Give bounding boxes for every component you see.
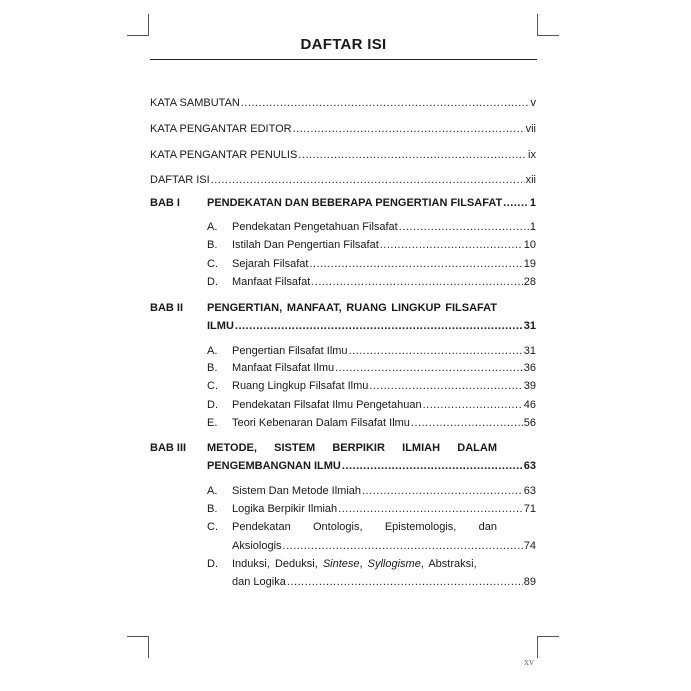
section-entry[interactable] <box>232 258 536 271</box>
section-text: Teori Kebenaran Dalam Filsafat Ilmu <box>232 417 410 429</box>
dot-leader <box>342 460 523 473</box>
section-page: 10 <box>523 239 536 251</box>
chapter-title: PENGEMBANGNAN ILMU <box>207 460 341 472</box>
toc-entry[interactable] <box>150 97 536 110</box>
crop-mark-top-left-vertical <box>148 14 149 36</box>
section-letter: D. <box>207 399 218 411</box>
section-entry[interactable] <box>232 221 536 234</box>
chapter-page: 31 <box>523 320 536 332</box>
chapter-label: BAB III <box>150 442 187 454</box>
section-page: 39 <box>523 380 536 392</box>
dot-leader <box>338 503 523 516</box>
crop-mark-top-right-vertical <box>537 14 538 36</box>
dot-leader <box>241 97 530 110</box>
section-text: Logika Berpikir Ilmiah <box>232 503 338 515</box>
dot-leader <box>349 345 523 358</box>
section-text: Ruang Lingkup Filsafat Ilmu <box>232 380 369 392</box>
section-page: 31 <box>523 345 536 357</box>
dot-leader <box>362 485 523 498</box>
section-letter: C. <box>207 258 218 270</box>
section-letter: E. <box>207 417 218 429</box>
section-text-part: , Abstraksi, <box>420 558 477 570</box>
dot-leader <box>369 380 522 393</box>
toc-entry-page: xii <box>525 174 536 186</box>
section-letter: A. <box>207 345 218 357</box>
section-entry[interactable] <box>232 276 536 289</box>
dot-leader <box>211 174 525 187</box>
section-entry[interactable] <box>232 239 536 252</box>
section-text-line <box>232 558 477 571</box>
chapter-title: ILMU <box>207 320 234 332</box>
section-page: 1 <box>529 221 536 233</box>
section-letter: B. <box>207 503 218 515</box>
section-text: Sistem Dan Metode Ilmiah <box>232 485 361 497</box>
toc-entry[interactable] <box>150 123 536 136</box>
section-text: Aksiologis <box>232 540 282 552</box>
section-text: Manfaat Filsafat Ilmu <box>232 362 335 374</box>
section-entry[interactable] <box>232 485 536 498</box>
chapter-title-entry[interactable] <box>207 197 536 210</box>
toc-entry-page: ix <box>528 149 536 161</box>
toc-entry-page: v <box>530 97 536 109</box>
crop-mark-bottom-left-vertical <box>148 636 149 658</box>
section-page: 74 <box>523 540 536 552</box>
section-text-part: , <box>359 558 368 570</box>
section-letter: B. <box>207 239 218 251</box>
toc-entry-text: KATA PENGANTAR PENULIS <box>150 149 298 161</box>
section-letter: A. <box>207 221 218 233</box>
toc-entry-page: vii <box>525 123 536 135</box>
section-letter: C. <box>207 380 218 392</box>
dot-leader <box>298 149 527 162</box>
toc-entry-text: KATA PENGANTAR EDITOR <box>150 123 292 135</box>
chapter-page: 1 <box>529 197 536 209</box>
dot-leader <box>503 197 529 210</box>
dot-leader <box>380 239 523 252</box>
toc-entry-text: KATA SAMBUTAN <box>150 97 240 109</box>
section-text: Sejarah Filsafat <box>232 258 309 270</box>
section-text-italic: Syllogisme <box>367 558 421 570</box>
chapter-title-entry[interactable] <box>207 320 536 333</box>
dot-leader <box>287 576 523 589</box>
section-page: 46 <box>523 399 536 411</box>
section-entry[interactable] <box>232 417 536 430</box>
section-entry[interactable] <box>232 576 536 589</box>
section-letter: D. <box>207 276 218 288</box>
dot-leader <box>411 417 523 430</box>
section-text-italic: Sintese <box>322 558 360 570</box>
section-text-line: Pendekatan Ontologis, Epistemologis, dan <box>232 521 497 533</box>
section-entry[interactable] <box>232 399 536 412</box>
section-letter: B. <box>207 362 218 374</box>
section-text: Istilah Dan Pengertian Filsafat <box>232 239 379 251</box>
section-entry[interactable] <box>232 380 536 393</box>
chapter-title-entry[interactable] <box>207 460 536 473</box>
dot-leader <box>423 399 523 412</box>
chapter-title-line: METODE, SISTEM BERPIKIR ILMIAH DALAM <box>207 442 497 454</box>
section-page: 28 <box>523 276 536 288</box>
dot-leader <box>235 320 523 333</box>
section-text: dan Logika <box>232 576 286 588</box>
chapter-page: 63 <box>523 460 536 472</box>
section-text-part: Induksi, Deduksi, <box>232 558 323 570</box>
dot-leader <box>311 276 522 289</box>
chapter-label: BAB II <box>150 302 183 314</box>
page-number: xv <box>524 657 534 668</box>
section-page: 56 <box>523 417 536 429</box>
section-text: Pendekatan Pengetahuan Filsafat <box>232 221 398 233</box>
dot-leader <box>293 123 525 136</box>
dot-leader <box>335 362 523 375</box>
crop-mark-bottom-right-vertical <box>537 636 538 658</box>
section-page: 36 <box>523 362 536 374</box>
dot-leader <box>309 258 522 271</box>
page-title: DAFTAR ISI <box>300 36 387 53</box>
crop-mark-bottom-right-horizontal <box>537 636 559 637</box>
section-page: 63 <box>523 485 536 497</box>
title-underline <box>150 59 537 60</box>
crop-mark-bottom-left-horizontal <box>127 636 149 637</box>
section-entry[interactable] <box>232 362 536 375</box>
section-letter: A. <box>207 485 218 497</box>
section-entry[interactable] <box>232 345 536 358</box>
chapter-title-line: PENGERTIAN, MANFAAT, RUANG LINGKUP FILSAFAT <box>207 302 497 314</box>
section-text: Manfaat Filsafat <box>232 276 311 288</box>
section-entry[interactable] <box>232 503 536 516</box>
toc-entry-text: DAFTAR ISI <box>150 174 210 186</box>
section-entry[interactable] <box>232 540 536 553</box>
section-page: 71 <box>523 503 536 515</box>
toc-entry[interactable] <box>150 149 536 162</box>
section-text: Pengertian Filsafat Ilmu <box>232 345 348 357</box>
dot-leader <box>399 221 529 234</box>
section-page: 19 <box>523 258 536 270</box>
dot-leader <box>283 540 523 553</box>
section-letter: D. <box>207 558 218 570</box>
chapter-title: PENDEKATAN DAN BEBERAPA PENGERTIAN FILSAFAT <box>207 197 503 209</box>
crop-mark-top-left-horizontal <box>127 35 149 36</box>
section-text: Pendekatan Filsafat Ilmu Pengetahuan <box>232 399 422 411</box>
section-page: 89 <box>523 576 536 588</box>
chapter-label: BAB I <box>150 197 180 209</box>
toc-entry[interactable] <box>150 174 536 187</box>
section-letter: C. <box>207 521 218 533</box>
crop-mark-top-right-horizontal <box>537 35 559 36</box>
